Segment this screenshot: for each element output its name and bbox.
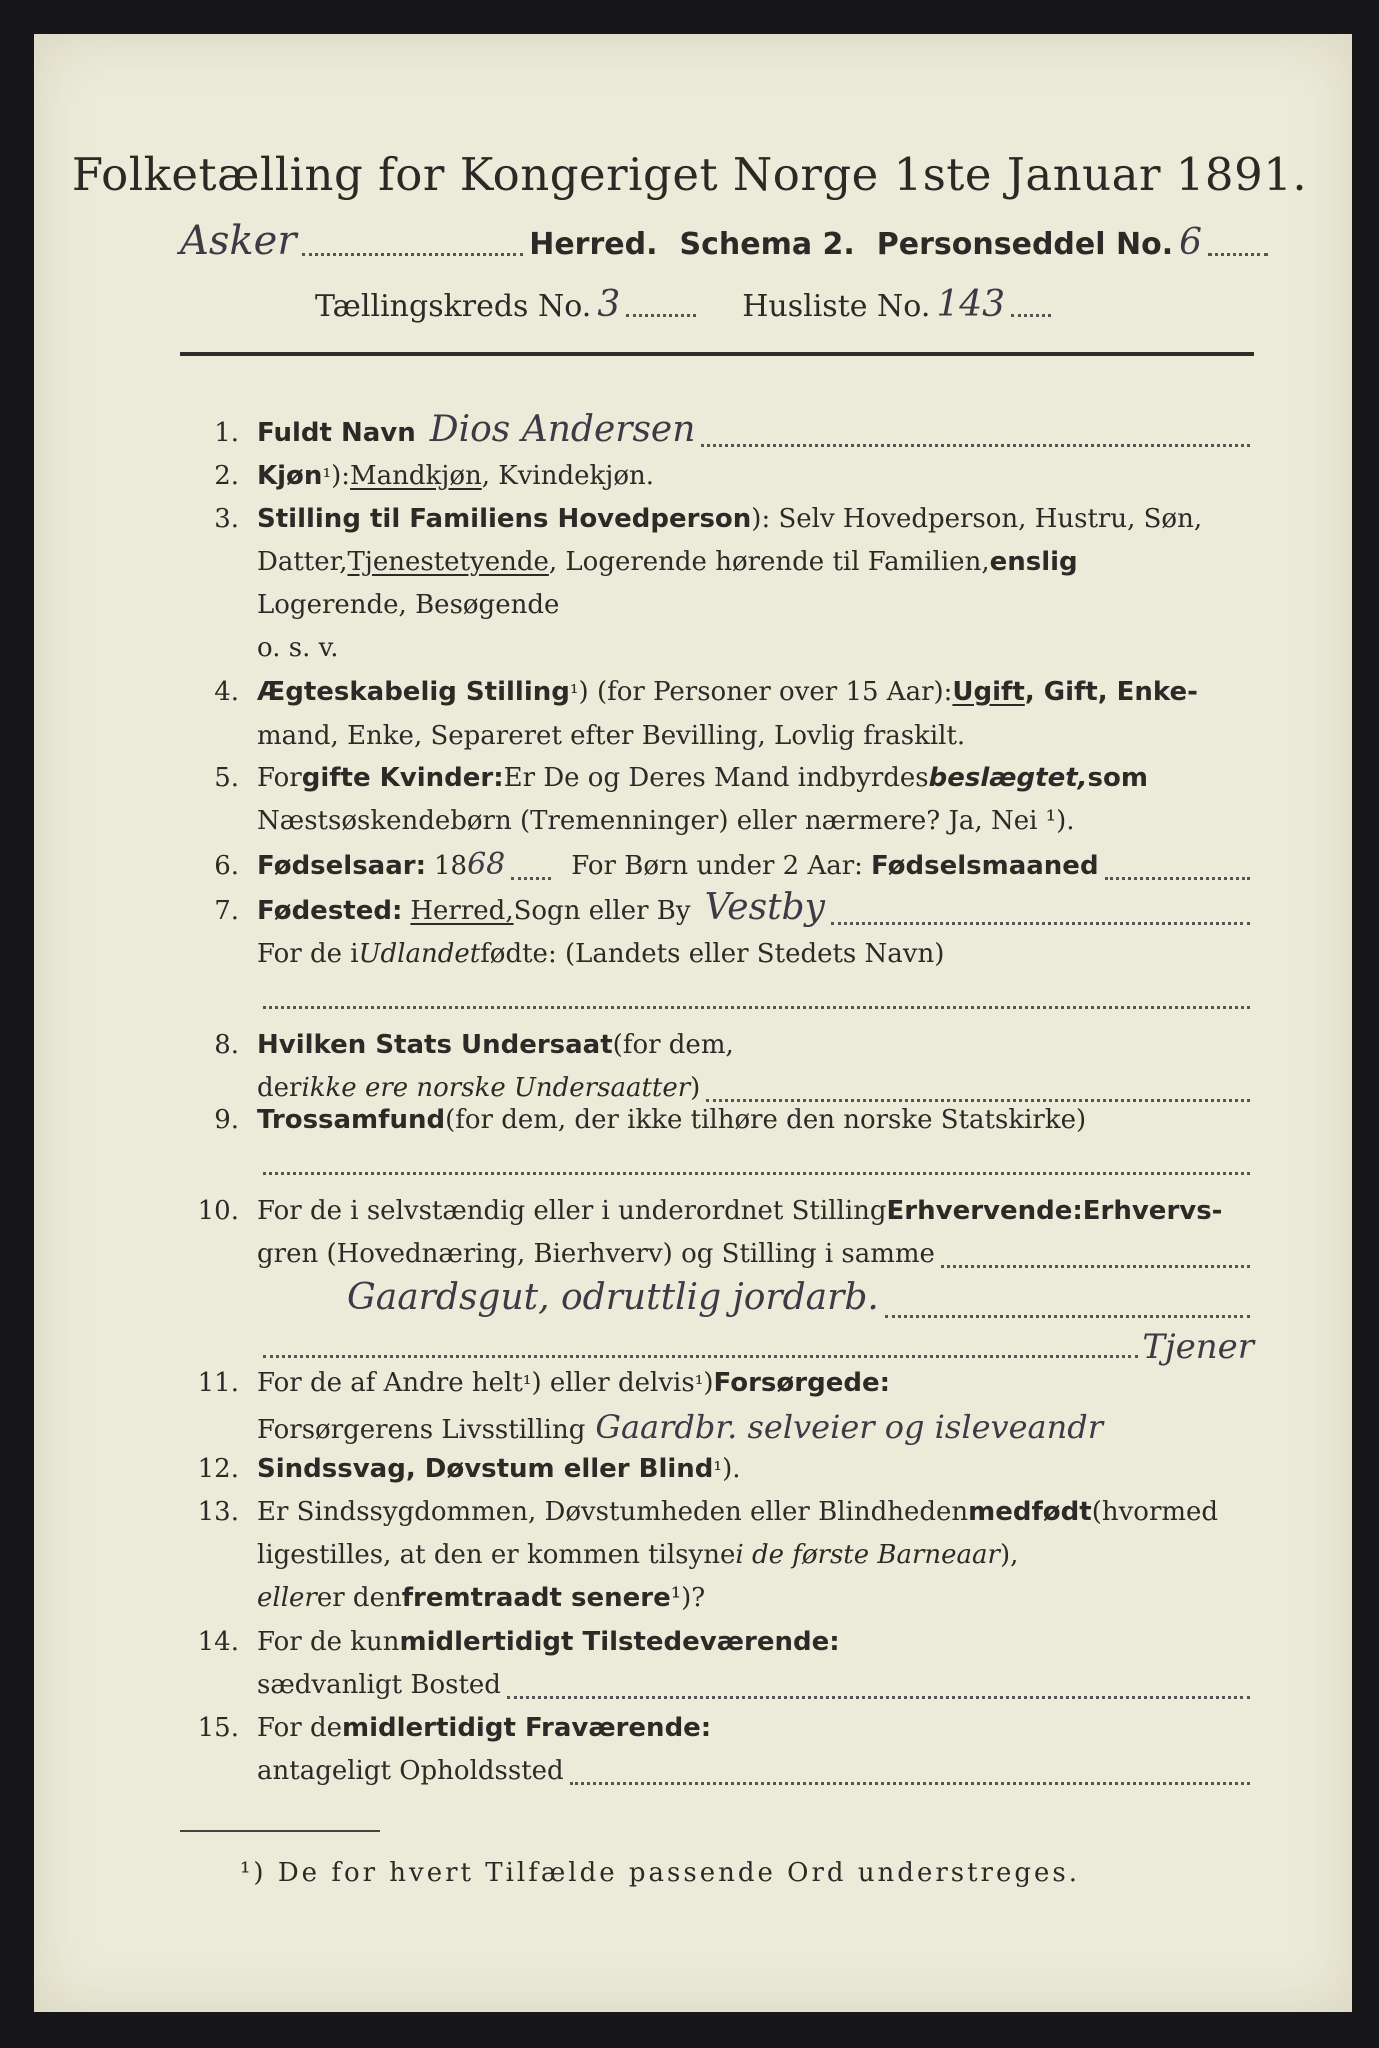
q3-number: 3.	[214, 504, 239, 534]
q6-dotline-2	[1105, 877, 1250, 880]
q5-e: som	[1087, 763, 1148, 793]
q12-label: Sindssvag, Døvstum eller Blind	[257, 1454, 714, 1484]
q4-rest-b: , Gift, Enke-	[1024, 677, 1198, 707]
q11-d: Forsørgede:	[713, 1368, 890, 1398]
q8-line2-a: der	[257, 1073, 302, 1103]
q8-line2-b: )	[690, 1073, 701, 1103]
question-10	[175, 1190, 1254, 1366]
q7-line2-a: For de i	[257, 939, 359, 969]
q7-rest: Sogn eller By	[513, 896, 691, 926]
q12-rest: ).	[722, 1454, 741, 1484]
q7-line2-it: Udlandet	[358, 939, 481, 969]
q11-sup-1: ¹	[522, 1372, 532, 1397]
question-14	[175, 1621, 1254, 1707]
herred-value: Asker	[180, 218, 297, 264]
schema-label: Schema 2.	[679, 227, 855, 262]
q12-sup: ¹	[713, 1458, 723, 1483]
q3-label: Stilling til Familiens Hovedperson	[257, 504, 752, 534]
q14-a: For de kun	[257, 1627, 400, 1657]
q13-line3-c: ¹)?	[670, 1583, 706, 1613]
q9-label: Trossamfund	[257, 1105, 446, 1135]
q1-number: 1.	[214, 418, 239, 448]
q3-line2-b: , Logerende hørende til Familien,	[548, 547, 990, 577]
q11-number: 11.	[197, 1368, 239, 1398]
personseddel-label: Personseddel No.	[876, 227, 1174, 262]
question-5	[175, 757, 1254, 843]
q7-line2-b: fødte: (Landets eller Stedets Navn)	[480, 939, 945, 969]
q11-c: )	[703, 1368, 714, 1398]
q3-line2-c: enslig	[989, 547, 1078, 577]
taellingskreds-label: Tællingskreds No.	[315, 289, 592, 324]
q7-label: Fødested:	[257, 896, 403, 926]
q6-label: Fødselsaar:	[257, 851, 426, 881]
q4-label: Ægteskabelig Stilling	[257, 677, 570, 707]
q9-number: 9.	[214, 1105, 239, 1135]
q6-number: 6.	[214, 851, 239, 881]
personseddel-dotline	[1208, 253, 1268, 256]
q8-line2-it: ikke ere norske Undersaatter	[301, 1073, 691, 1103]
question-11	[175, 1362, 1254, 1452]
q14-line2: sædvanligt Bosted	[257, 1670, 501, 1700]
q2-number: 2.	[214, 461, 239, 491]
q5-d: beslægtet,	[928, 763, 1088, 793]
q5-line2: Næstsøskendebørn (Tremenninger) eller nærmere? Ja, Nei ¹).	[257, 806, 1075, 836]
footnote: ¹) De for hvert Tilfælde passende Ord understreges.	[240, 1858, 1081, 1888]
question-13	[175, 1491, 1254, 1620]
herred-label: Herred.	[529, 227, 658, 262]
q13-line2-a: ligestilles, at den er kommen tilsyne	[257, 1540, 736, 1570]
q8-rest: (for dem,	[612, 1030, 734, 1060]
q1-label: Fuldt Navn	[257, 418, 416, 448]
q7-dotline	[831, 922, 1250, 925]
q5-number: 5.	[214, 763, 239, 793]
q4-rest-a: ) (for Personer over 15 Aar):	[578, 677, 953, 707]
q7-number: 7.	[214, 896, 239, 926]
q13-line2-b: ),	[999, 1540, 1019, 1570]
question-4	[175, 671, 1254, 758]
q15-number: 15.	[197, 1713, 239, 1743]
q11-value: Gaardbr. selveier og isleveandr	[595, 1408, 1103, 1446]
q9-dotline	[263, 1172, 1250, 1175]
q8-label: Hvilken Stats Undersaat	[257, 1030, 613, 1060]
q15-a: For de	[257, 1713, 342, 1743]
herred-dotline	[302, 253, 523, 256]
q1-value: Dios Andersen	[429, 409, 696, 450]
husliste-dotline	[1011, 314, 1051, 317]
q15-b: midlertidigt Fraværende:	[342, 1713, 712, 1743]
q5-a: For	[257, 763, 302, 793]
question-3	[175, 498, 1254, 670]
q11-a: For de af Andre helt	[257, 1368, 523, 1398]
q11-line2: Forsørgerens Livsstilling	[257, 1415, 586, 1445]
question-15	[175, 1707, 1254, 1793]
q7-dotline-2	[263, 1006, 1250, 1009]
q15-dotline	[570, 1782, 1250, 1785]
q13-line3-b: fremtraadt senere	[401, 1583, 671, 1613]
q14-dotline	[507, 1696, 1250, 1699]
husliste-value: 143	[936, 284, 1006, 325]
q6-dotline-1	[511, 877, 551, 880]
q6-value: 68	[467, 847, 506, 882]
question-7	[175, 886, 1254, 1017]
q14-b: midlertidigt Tilstedeværende:	[399, 1627, 840, 1657]
taellingskreds-dotline	[626, 314, 696, 317]
q13-line3-a: er den	[316, 1583, 402, 1613]
q2-label: Kjøn	[257, 461, 323, 491]
q10-a: For de i selvstændig eller i underordnet Stilling	[257, 1196, 887, 1226]
q11-b: ) eller delvis	[531, 1368, 695, 1398]
personseddel-value: 6	[1179, 222, 1202, 263]
q2-rest-pre: ):	[331, 461, 351, 491]
header-kreds-row	[315, 284, 1129, 325]
q5-c: Er De og Deres Mand indbyrdes	[503, 763, 929, 793]
q2-option-mandkjon: Mandkjøn	[350, 461, 482, 491]
question-12	[175, 1448, 1254, 1492]
q3-line1-rest: ): Selv Hovedperson, Hustru, Søn,	[751, 504, 1203, 534]
q13-line2-it: i de første Barneaar	[735, 1540, 1000, 1570]
q10-value-1: Gaardsgut, odruttlig jordarb.	[347, 1277, 879, 1318]
q7-option-herred: Herred,	[410, 896, 514, 926]
question-6	[175, 843, 1254, 888]
q4-option-ugift: Ugift	[952, 677, 1025, 707]
q13-b: medfødt	[968, 1497, 1092, 1527]
q10-dotline-3	[263, 1355, 1138, 1358]
husliste-label: Husliste No.	[742, 289, 931, 324]
q3-option-tjenestetyende: Tjenestetyende	[347, 547, 549, 577]
header-herred-row	[180, 218, 1274, 264]
q13-c: (hvormed	[1091, 1497, 1219, 1527]
q4-sup: ¹	[569, 681, 579, 706]
q6-prefix: 18	[434, 851, 468, 881]
q10-line2: gren (Hovednæring, Bierhverv) og Stilling i samme	[257, 1239, 935, 1269]
q1-dotline	[701, 444, 1250, 447]
q4-number: 4.	[214, 677, 239, 707]
q12-number: 12.	[197, 1454, 239, 1484]
q10-b: Erhvervende:	[886, 1196, 1083, 1226]
q8-number: 8.	[214, 1030, 239, 1060]
q7-value: Vestby	[704, 887, 825, 928]
q13-line3-it: eller	[257, 1583, 317, 1613]
question-9	[175, 1099, 1254, 1183]
q10-dotline-1	[941, 1265, 1250, 1268]
question-1	[175, 408, 1254, 455]
q3-line2-a: Datter,	[257, 547, 348, 577]
q4-line2: mand, Enke, Separeret efter Bevilling, Lovlig fraskilt.	[257, 721, 966, 751]
q13-a: Er Sindssygdommen, Døvstumheden eller Blindheden	[257, 1497, 969, 1527]
q6-label2: For Børn under 2 Aar:	[571, 851, 863, 881]
q10-c: Erhvervs-	[1082, 1196, 1223, 1226]
q6-label3: Fødselsmaaned	[870, 851, 1099, 881]
q10-value-2: Tjener	[1142, 1327, 1254, 1367]
header-rule	[180, 352, 1254, 356]
q10-dotline-2	[885, 1315, 1250, 1318]
q13-number: 13.	[197, 1497, 239, 1527]
q3-line4: o. s. v.	[257, 633, 339, 663]
q11-sup-2: ¹	[694, 1372, 704, 1397]
form-title: Folketælling for Kongeriget Norge 1ste Januar 1891.	[71, 148, 1308, 201]
q14-number: 14.	[197, 1627, 239, 1657]
question-2	[175, 455, 1254, 499]
question-8	[175, 1024, 1254, 1110]
q3-line3: Logerende, Besøgende	[257, 590, 560, 620]
footnote-rule	[180, 1830, 380, 1832]
q15-line2: antageligt Opholdssted	[257, 1756, 564, 1786]
q2-sup: ¹	[322, 465, 332, 490]
q2-option-kvindekjon: , Kvindekjøn.	[481, 461, 654, 491]
taellingskreds-value: 3	[597, 284, 621, 325]
q10-number: 10.	[197, 1196, 239, 1226]
q9-rest: (for dem, der ikke tilhøre den norske Statskirke)	[445, 1105, 1087, 1135]
q5-b: gifte Kvinder:	[301, 763, 504, 793]
